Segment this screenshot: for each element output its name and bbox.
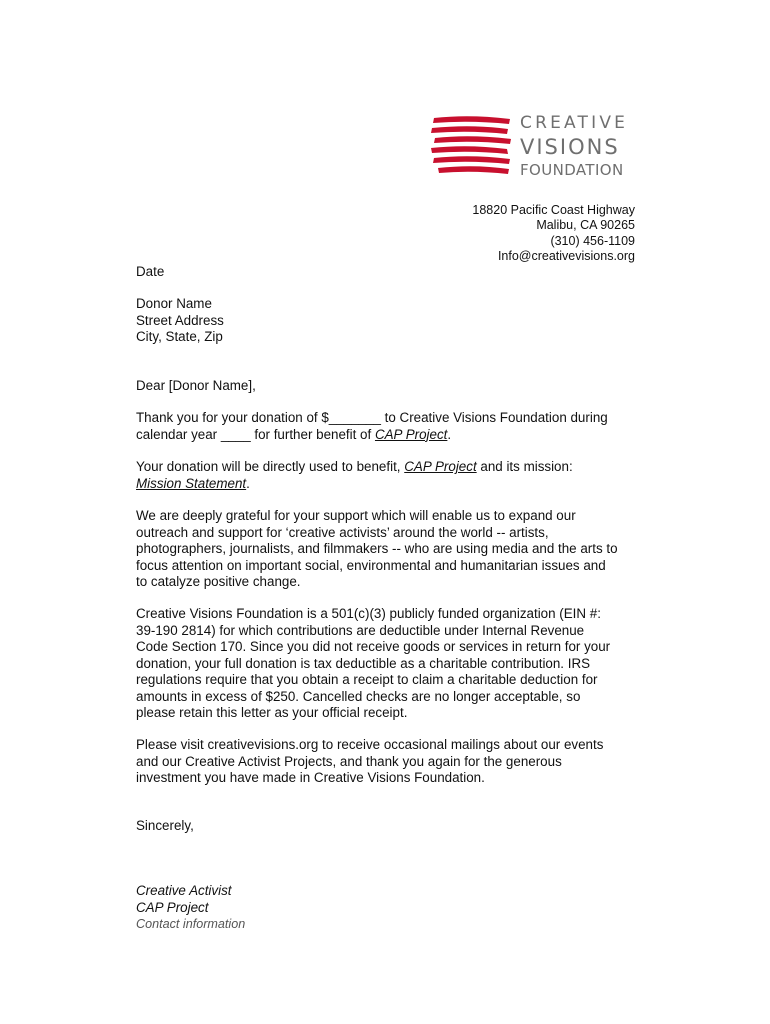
p4-line: Creative Visions Foundation is a 501(c)(3) publicly funded organization (EIN #: <box>136 606 601 621</box>
p2-text-post: and its mission: <box>476 459 573 474</box>
address-phone: (310) 456-1109 <box>550 233 635 248</box>
logo-word-visions-text: visions <box>520 127 620 162</box>
letter-date <box>136 264 646 281</box>
p5-line: and our Creative Activist Projects, and thank you again for the generous <box>136 753 562 769</box>
signature-block <box>136 883 646 933</box>
p3-line: to catalyze positive change. <box>136 574 301 589</box>
p3-line: photographers, journalists, and filmmakers -- who are using media and the arts to <box>136 541 618 556</box>
logo-word-visions <box>520 127 620 162</box>
sender-address <box>472 203 635 264</box>
p4-line: regulations require that you obtain a receipt to claim a charitable deduction for <box>136 672 598 687</box>
salutation-text: Dear [Donor Name], <box>136 378 256 393</box>
recipient-city: City, State, Zip <box>136 329 223 344</box>
address-city: Malibu, CA 90265 <box>536 218 635 233</box>
p4-line: amounts in excess of $250. Cancelled checks are no longer acceptable, so <box>136 688 581 704</box>
p2-text: Your donation will be directly used to benefit, <box>136 459 405 474</box>
date-text: Date <box>136 264 165 279</box>
address-street: 18820 Pacific Coast Highway <box>472 203 635 217</box>
logo-word-creative: CREATIVE <box>520 113 629 133</box>
salutation <box>136 378 646 395</box>
cap-project-link: CAP Project <box>404 459 477 474</box>
recipient-name: Donor Name <box>136 296 212 311</box>
p1-line: Thank you for your donation of $_______ to Creative Visions Foundation during <box>136 410 608 425</box>
signature-project: CAP Project <box>136 899 209 915</box>
p3-line: outreach and support for ‘creative activists’ around the world -- artists, <box>136 524 549 540</box>
p4-line: Code Section 170. Since you did not receive goods or services in return for your <box>136 639 611 654</box>
signature-contact: Contact information <box>136 917 246 931</box>
recipient-block <box>136 296 646 346</box>
p2-line <box>136 459 646 476</box>
recipient-street: Street Address <box>136 312 224 328</box>
address-email: Info@creativevisions.org <box>497 248 635 263</box>
paragraph-tax <box>136 606 646 722</box>
creative-visions-logo <box>430 112 645 182</box>
p4-line: please retain this letter as your official receipt. <box>136 705 408 720</box>
p4-line: donation, your full donation is tax deductible as a charitable contribution. IRS <box>136 655 591 671</box>
signature-name: Creative Activist <box>136 883 232 898</box>
cap-project-link: CAP Project <box>374 426 448 442</box>
paragraph-gratitude <box>136 508 646 591</box>
mission-statement-link: Mission Statement <box>136 475 247 491</box>
p5-line: Please visit creativevisions.org to receive occasional mailings about our events <box>136 737 604 752</box>
p1-text: calendar year ____ for further benefit of <box>136 426 375 442</box>
p1-line <box>136 427 646 444</box>
paragraph-visit <box>136 737 646 787</box>
p3-line: focus attention on important social, environmental and humanitarian issues and <box>136 557 606 573</box>
paragraph-donation <box>136 410 646 443</box>
p3-line: We are deeply grateful for your support which will enable us to expand our <box>136 508 576 523</box>
p5-line: investment you have made in Creative Visions Foundation. <box>136 770 485 785</box>
p2-period: . <box>246 475 250 491</box>
p4-line: 39-190 2814) for which contributions are deductible under Internal Revenue <box>136 622 585 638</box>
closing <box>136 818 646 835</box>
paragraph-mission <box>136 459 646 492</box>
logo-stripes-icon <box>430 114 512 180</box>
logo-word-foundation: FOUNDATION <box>520 161 624 179</box>
p2-line <box>136 476 646 493</box>
closing-text: Sincerely, <box>136 818 194 833</box>
p1-period: . <box>447 426 452 442</box>
